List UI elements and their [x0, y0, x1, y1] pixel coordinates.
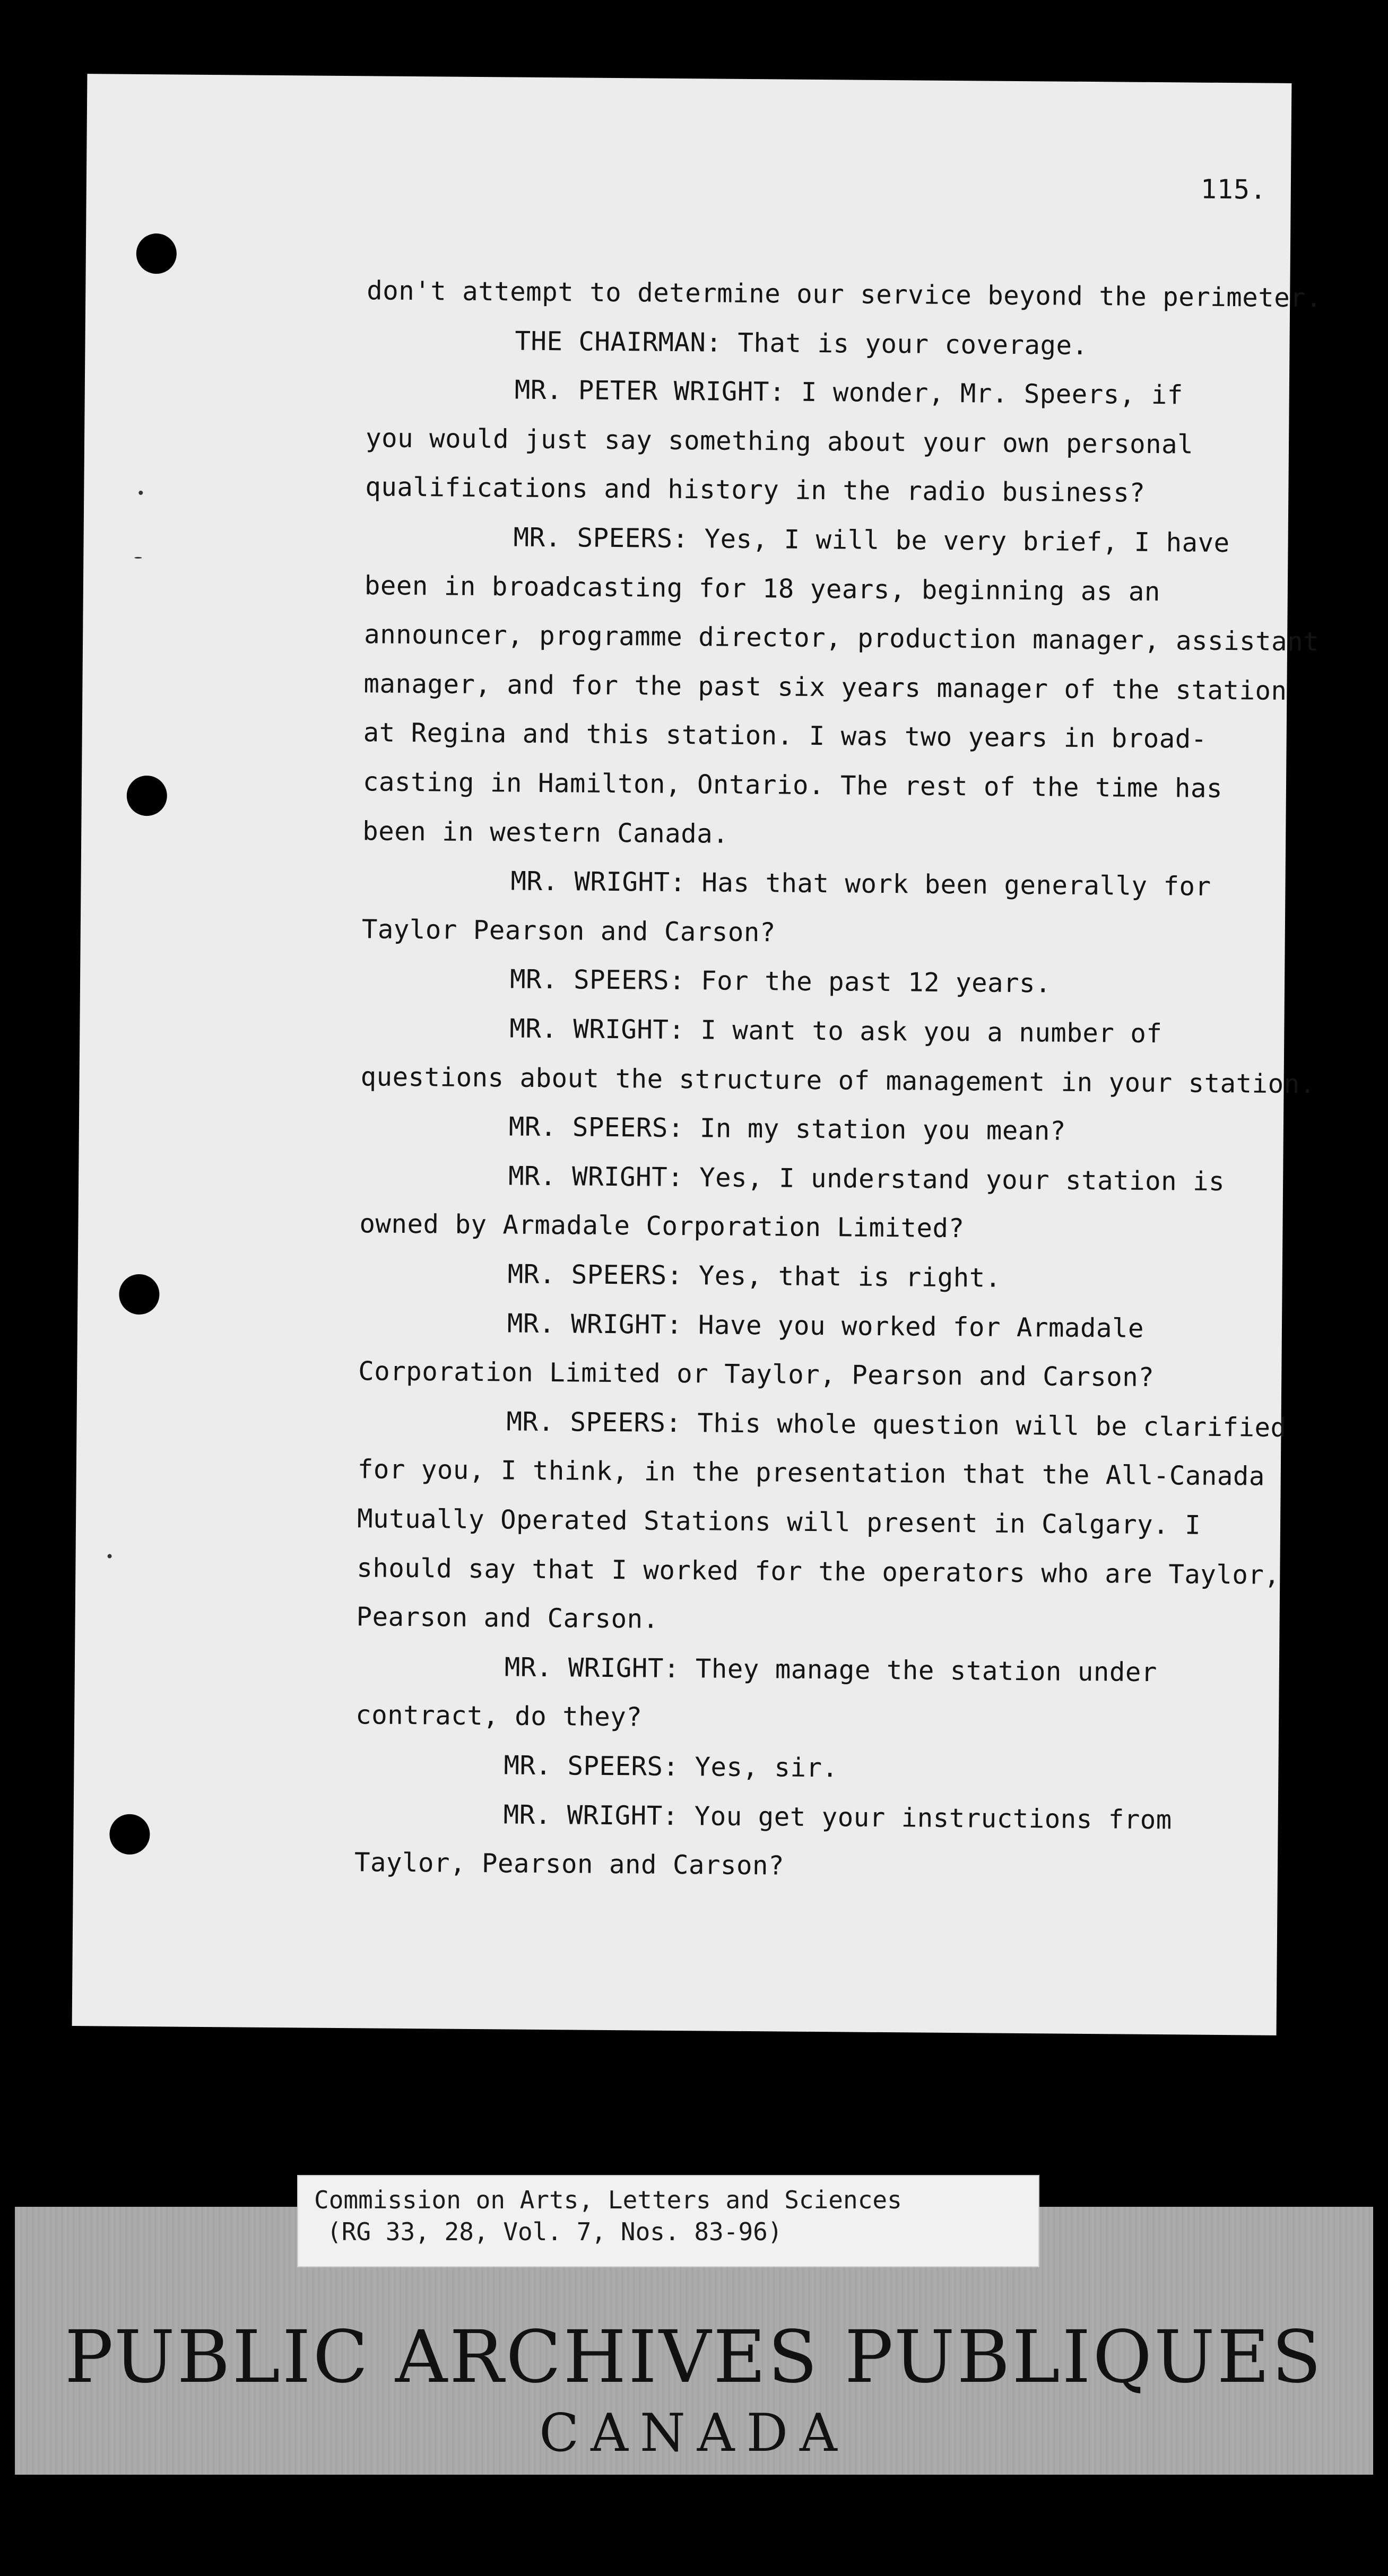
- transcript-line: MR. WRIGHT: They manage the station under: [504, 1652, 1158, 1687]
- transcript-line: for you, I think, in the presentation that the All-Canada: [357, 1454, 1265, 1492]
- page-number: 115.: [1200, 173, 1267, 205]
- transcript-line: owned by Armadale Corporation Limited?: [359, 1208, 965, 1244]
- transcript-line: should say that I worked for the operators who are Taylor,: [357, 1552, 1280, 1590]
- transcript-line: MR. WRIGHT: I want to ask you a number of: [509, 1013, 1163, 1049]
- archive-label-line-2: (RG 33, 28, Vol. 7, Nos. 83-96): [327, 2217, 783, 2246]
- transcript-line: MR. WRIGHT: Have you worked for Armadale: [507, 1308, 1144, 1344]
- transcript-line: casting in Hamilton, Ontario. The rest of the time has: [362, 767, 1223, 804]
- transcript-line: MR. SPEERS: In my station you mean?: [508, 1111, 1066, 1146]
- punch-hole: [119, 1274, 160, 1315]
- transcript-line: contract, do they?: [355, 1700, 643, 1733]
- transcript-line: THE CHAIRMAN: That is your coverage.: [515, 326, 1088, 361]
- transcript-line: Mutually Operated Stations will present in Calgary. I: [357, 1503, 1201, 1541]
- transcript-line: MR. SPEERS: Yes, that is right.: [507, 1259, 1001, 1293]
- transcript-line: been in broadcasting for 18 years, beginning as an: [364, 570, 1161, 607]
- transcript-line: Taylor Pearson and Carson?: [361, 914, 776, 948]
- transcript-line: you would just say something about your own personal: [365, 423, 1194, 460]
- transcript-line: MR. WRIGHT: You get your instructions from: [503, 1799, 1172, 1835]
- transcript-line: at Regina and this station. I was two years in broad-: [363, 717, 1207, 755]
- transcript-line: MR. SPEERS: Yes, sir.: [504, 1750, 838, 1783]
- transcript-line: Taylor, Pearson and Carson?: [354, 1847, 785, 1881]
- transcript-line: MR. SPEERS: Yes, I will be very brief, I have: [513, 522, 1230, 559]
- archive-stamp-title: PUBLIC ARCHIVES PUBLIQUES: [64, 2316, 1324, 2399]
- archive-stamp-country: CANADA: [539, 2403, 849, 2464]
- transcript-line: MR. SPEERS: This whole question will be clarified: [506, 1406, 1287, 1443]
- transcript-line: announcer, programme director, production manager, assistant: [363, 619, 1320, 657]
- punch-hole: [109, 1814, 150, 1855]
- paper-speck: [134, 557, 142, 559]
- paper-speck: [138, 491, 143, 495]
- transcript-line: MR. PETER WRIGHT: I wonder, Mr. Speers, if: [514, 375, 1184, 411]
- punch-hole: [136, 233, 177, 274]
- transcript-line: Pearson and Carson.: [356, 1602, 659, 1634]
- archive-label-card: [297, 2175, 1039, 2267]
- transcript-line: qualifications and history in the radio business?: [365, 472, 1146, 509]
- archive-label-line-1: Commission on Arts, Letters and Sciences: [314, 2186, 902, 2214]
- transcript-line: MR. SPEERS: For the past 12 years.: [509, 964, 1052, 999]
- transcript-line: MR. WRIGHT: Yes, I understand your station is: [508, 1161, 1225, 1197]
- punch-hole: [127, 776, 168, 816]
- transcript-line: MR. WRIGHT: Has that work been generally for: [510, 866, 1211, 902]
- transcript-line: manager, and for the past six years manager of the station: [363, 668, 1287, 706]
- typed-page: [72, 74, 1322, 2035]
- transcript-line: questions about the structure of management in your station.: [360, 1061, 1316, 1099]
- transcript-line: been in western Canada.: [362, 815, 729, 849]
- transcript-line: Corporation Limited or Taylor, Pearson and Carson?: [358, 1356, 1155, 1393]
- paper-speck: [108, 1554, 112, 1559]
- transcript-line: don't attempt to determine our service beyond the perimeter.: [367, 275, 1322, 314]
